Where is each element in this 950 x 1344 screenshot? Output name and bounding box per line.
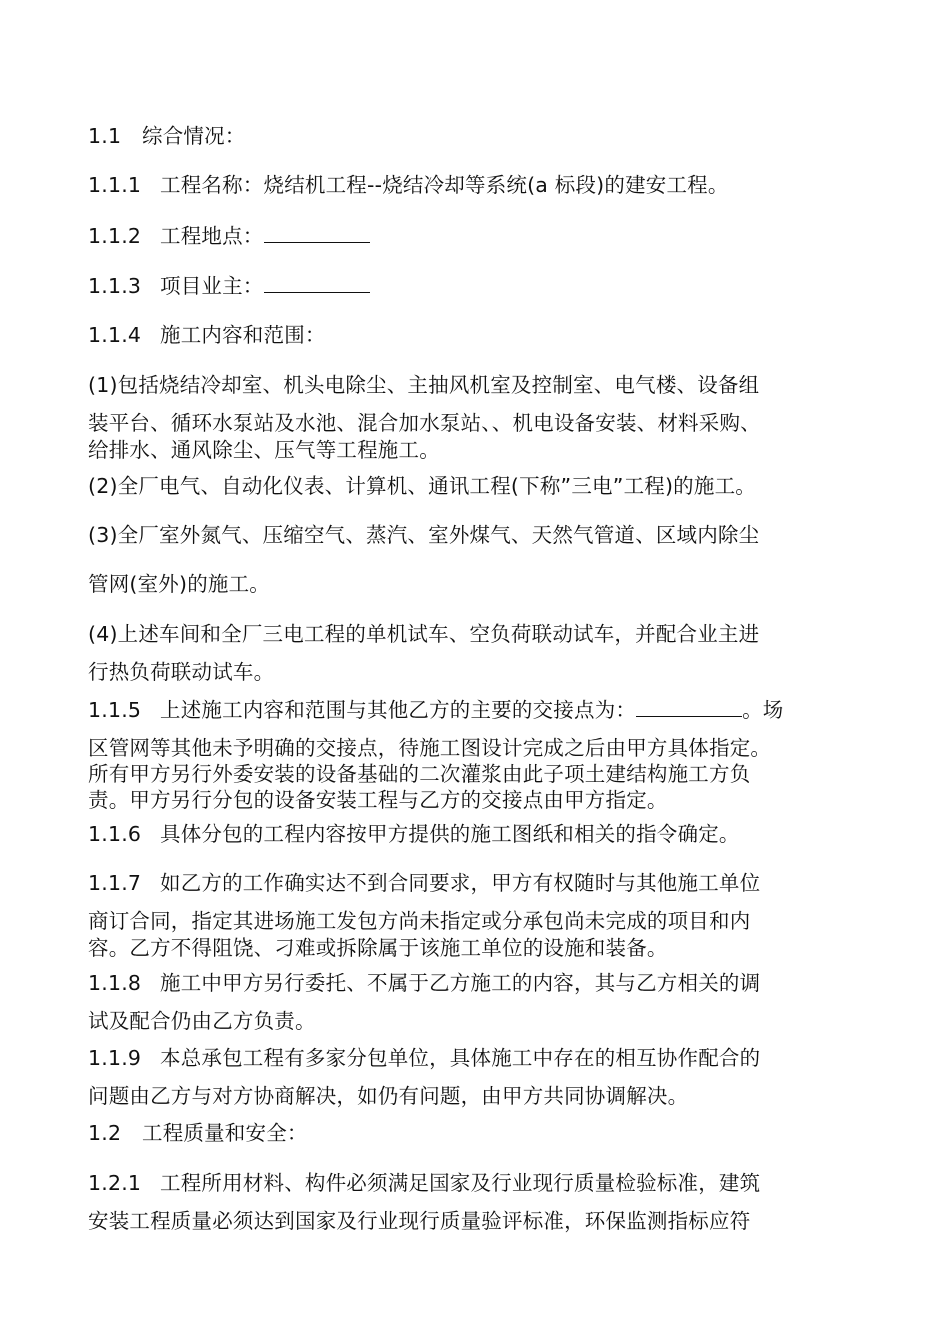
section-1-1	[88, 123, 246, 149]
section-text: 施工中甲方另行委托、不属于乙方施工的内容，其与乙方相关的调	[160, 971, 761, 995]
paragraph-4-line-2: 行热负荷联动试车。	[88, 660, 275, 684]
section-1-1-2	[88, 223, 370, 249]
section-text: 上述施工内容和范围与其他乙方的主要的交接点为：	[160, 698, 637, 722]
section-text: 本总承包工程有多家分包单位，具体施工中存在的相互协作配合的	[160, 1046, 761, 1070]
paragraph-1-line-1: (1)包括烧结冷却室、机头电除尘、主抽风机室及控制室、电气楼、设备组	[88, 373, 760, 397]
fill-in-blank	[264, 224, 370, 243]
section-1-1-5-line-4: 责。甲方另行分包的设备安装工程与乙方的交接点由甲方指定。	[88, 788, 668, 812]
section-1-1-5-line-2: 区管网等其他未予明确的交接点，待施工图设计完成之后由甲方具体指定。	[88, 736, 772, 760]
section-text-tail: 。场	[742, 698, 784, 722]
paragraph-4-line-1: (4)上述车间和全厂三电工程的单机试车、空负荷联动试车，并配合业主进	[88, 622, 760, 646]
section-1-1-1	[88, 172, 729, 198]
fill-in-blank	[264, 274, 370, 293]
section-number: 1.1.8	[88, 971, 142, 995]
paragraph-3-line-2: 管网(室外)的施工。	[88, 572, 270, 596]
section-number: 1.1.5	[88, 698, 142, 722]
section-number: 1.1	[88, 124, 122, 148]
section-number: 1.1.7	[88, 871, 142, 895]
section-number: 1.1.1	[88, 173, 142, 197]
paragraph-1-line-3: 给排水、通风除尘、压气等工程施工。	[88, 438, 440, 462]
section-1-1-7	[88, 870, 760, 896]
section-number: 1.2.1	[88, 1171, 142, 1195]
section-1-2-1	[88, 1170, 760, 1196]
paragraph-1-line-2: 装平台、循环水泵站及水池、混合加水泵站、、机电设备安装、材料采购、	[88, 411, 761, 435]
section-text: 工程地点：	[160, 224, 264, 248]
section-number: 1.1.9	[88, 1046, 142, 1070]
section-1-1-7-line-3: 容。乙方不得阻饶、刁难或拆除属于该施工单位的设施和装备。	[88, 936, 668, 960]
section-heading: 综合情况：	[142, 124, 246, 148]
section-1-1-5-line-3: 所有甲方另行外委安装的设备基础的二次灌浆由此子项土建结构施工方负	[88, 762, 751, 786]
section-text: 工程所用材料、构件必须满足国家及行业现行质量检验标准，建筑	[160, 1171, 761, 1195]
section-heading: 工程质量和安全：	[142, 1121, 308, 1145]
section-text: 项目业主：	[160, 274, 264, 298]
paragraph-2-line-1: (2)全厂电气、自动化仪表、计算机、通讯工程(下称”三电”工程)的施工。	[88, 474, 756, 498]
section-1-2-1-line-2: 安装工程质量必须达到国家及行业现行质量验评标准，环保监测指标应符	[88, 1209, 751, 1233]
section-1-1-7-line-2: 商订合同，指定其进场施工发包方尚未指定或分承包尚未完成的项目和内	[88, 909, 751, 933]
fill-in-blank	[636, 698, 742, 717]
section-1-1-9-line-2: 问题由乙方与对方协商解决，如仍有问题，由甲方共同协调解决。	[88, 1084, 689, 1108]
section-text: 如乙方的工作确实达不到合同要求，甲方有权随时与其他施工单位	[160, 871, 761, 895]
section-number: 1.1.3	[88, 274, 142, 298]
section-text: 工程名称：烧结机工程--烧结冷却等系统(a 标段)的建安工程。	[160, 173, 729, 197]
section-number: 1.1.2	[88, 224, 142, 248]
section-1-1-5	[88, 697, 784, 723]
section-heading: 施工内容和范围：	[160, 323, 326, 347]
section-1-1-8	[88, 970, 760, 996]
section-text: 具体分包的工程内容按甲方提供的施工图纸和相关的指令确定。	[160, 822, 740, 846]
paragraph-3-line-1: (3)全厂室外氮气、压缩空气、蒸汽、室外煤气、天然气管道、区域内除尘	[88, 523, 760, 547]
section-1-1-4	[88, 322, 326, 348]
section-1-1-9	[88, 1045, 760, 1071]
section-number: 1.1.6	[88, 822, 142, 846]
section-1-1-8-line-2: 试及配合仍由乙方负责。	[88, 1009, 316, 1033]
section-number: 1.2	[88, 1121, 122, 1145]
section-number: 1.1.4	[88, 323, 142, 347]
section-1-2	[88, 1120, 308, 1146]
section-1-1-3	[88, 273, 370, 299]
section-1-1-6	[88, 821, 740, 847]
